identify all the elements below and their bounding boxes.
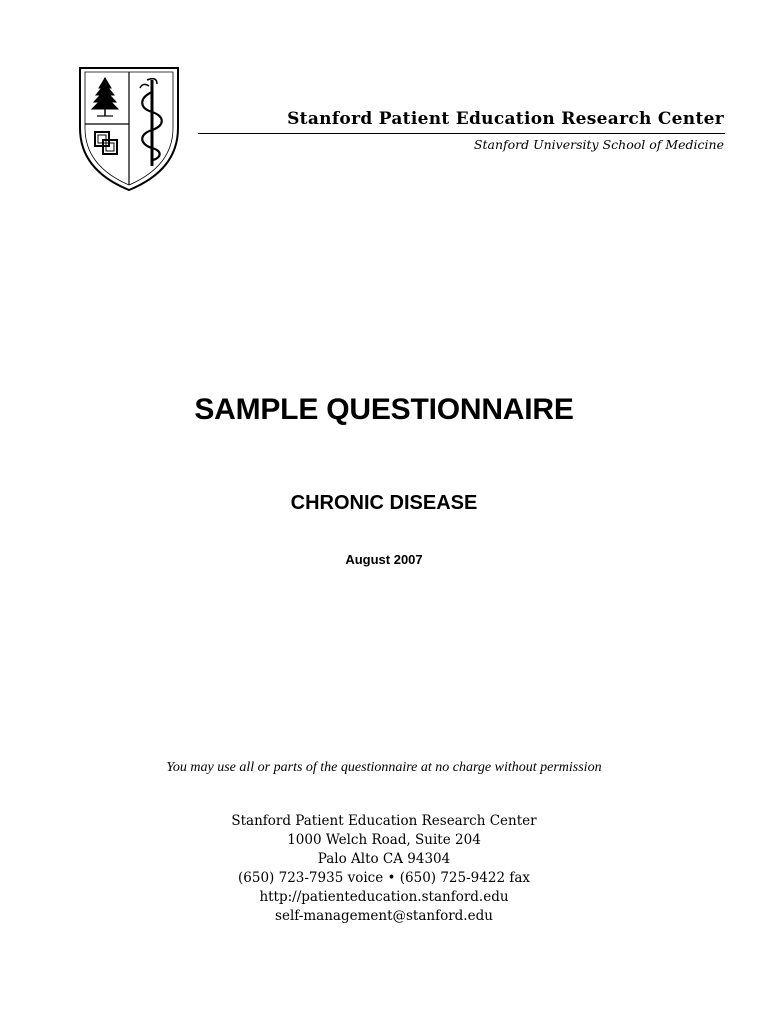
contact-email-link[interactable]: self-management@stanford.edu — [275, 908, 493, 924]
org-title: Stanford Patient Education Research Center — [287, 109, 724, 129]
contact-city: Palo Alto CA 94304 — [317, 851, 451, 867]
school-subtitle: Stanford University School of Medicine — [473, 137, 724, 152]
document-date: August 2007 — [345, 552, 423, 567]
document-title: SAMPLE QUESTIONNAIRE — [194, 393, 574, 426]
permission-note: You may use all or parts of the questionnaire at no charge without permission — [166, 760, 602, 775]
contact-org: Stanford Patient Education Research Center — [231, 813, 537, 829]
contact-phone: (650) 723-7935 voice • (650) 725-9422 fax — [238, 870, 530, 886]
stanford-medicine-crest-logo — [77, 66, 181, 192]
document-subtitle: CHRONIC DISEASE — [290, 492, 478, 514]
contact-block — [0, 812, 768, 926]
contact-website-link[interactable]: http://patienteducation.stanford.edu — [259, 889, 509, 905]
header-rule — [198, 133, 725, 134]
contact-address: 1000 Welch Road, Suite 204 — [287, 832, 481, 848]
